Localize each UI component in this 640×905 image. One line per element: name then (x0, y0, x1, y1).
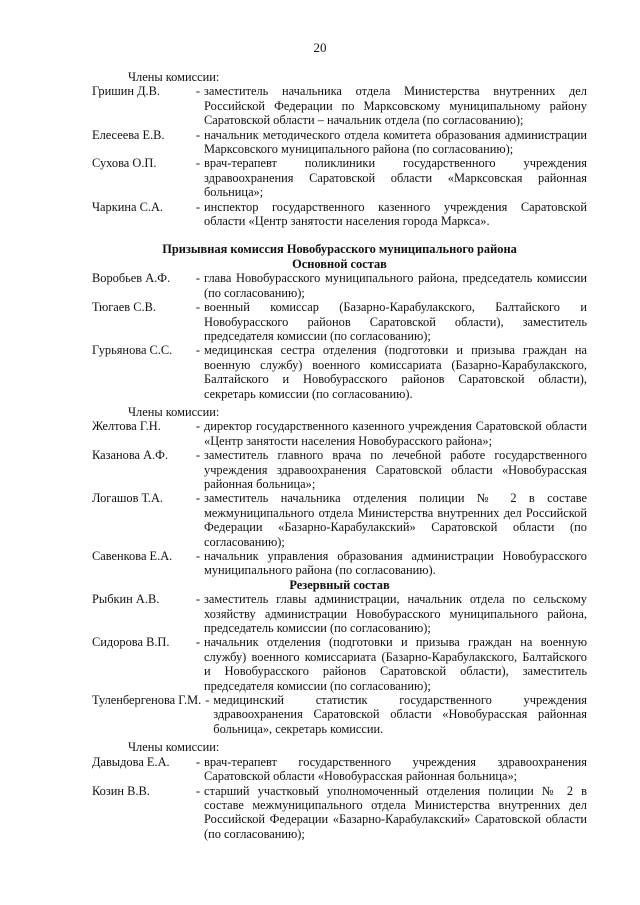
member-position: медицинская сестра отделения (подготовки и призыва граждан на военную службу) военного комиссариата (Базарно-Карабулакского, Балтайского и Новобурасского районов Саратовской области), секретарь комиссии (по согласованию). (204, 343, 587, 401)
entry-dash: - (195, 343, 201, 358)
member-entry (92, 128, 587, 157)
member-entry (92, 200, 587, 229)
entry-dash: - (205, 693, 210, 708)
member-name: Гришин Д.В. (92, 84, 161, 99)
member-position: начальник методического отдела комитета образования администрации Марксовского муниципального района (по согласованию); (204, 127, 587, 157)
document-body (92, 70, 587, 841)
member-position: заместитель главы администрации, начальник отдела по сельскому хозяйству администрации Новобурасского муниципального района, председатель комиссии (по согласованию); (204, 592, 587, 636)
member-name: Савенкова Е.А. (92, 549, 173, 563)
entry-dash: - (195, 199, 201, 214)
section1-entry-list (92, 84, 587, 228)
member-entry (92, 300, 587, 343)
entry-dash: - (195, 592, 201, 607)
member-entry (92, 271, 587, 300)
entry-dash: - (195, 491, 201, 506)
entry-dash: - (195, 127, 201, 142)
member-position: начальник управления образования администрации Новобурасского муниципального района (по согласованию). (204, 549, 587, 578)
entry-dash: - (195, 84, 201, 99)
entry-dash: - (195, 156, 201, 171)
main-composition-title: Основной состав (292, 256, 387, 271)
member-entry-list (92, 419, 587, 577)
entry-dash: - (195, 549, 201, 563)
member-name: Туленбергенова Г.М. (92, 693, 202, 708)
member-name: Желтова Г.Н. (92, 419, 161, 434)
member-entry (92, 784, 587, 842)
entry-dash: - (195, 300, 201, 315)
member-entry (92, 549, 587, 578)
commission-title: Призывная комиссия Новобурасского муниципального района (162, 242, 517, 257)
member-position: старший участковый уполномоченный отделения полиции № 2 в составе межмуниципального отдела Министерства внутренних дел Российской Федерации «Базарно-Карабулакский» Саратовской области (по согласованию); (204, 783, 587, 841)
entry-dash: - (195, 635, 201, 650)
member-name: Козин В.В. (92, 783, 150, 798)
member-entry (92, 693, 587, 736)
entry-dash: - (195, 754, 201, 769)
members-label: Члены комиссии: (128, 740, 220, 755)
member-position: медицинский статистик государственного учреждения здравоохранения Саратовской области «Новобурасская районная больница», секретарь комиссии. (213, 693, 587, 736)
member-name: Елесеева Е.В. (92, 127, 165, 142)
member-position: военный комиссар (Базарно-Карабулакского, Балтайского и Новобурасского районов Саратовской области), заместитель председателя комиссии (по согласованию); (204, 300, 587, 343)
member-name: Казанова А.Ф. (92, 448, 169, 463)
member-name: Тюгаев С.В. (92, 300, 156, 315)
member-position: заместитель начальника отделения полиции № 2 в составе межмуниципального отдела Министерства внутренних дел Российской Федерации «Базарно-Карабулакский» Саратовской области (по согласованию); (204, 491, 587, 549)
member-entry (92, 448, 587, 491)
member-position: начальник отделения (подготовки и призыва граждан на военную службу) военного комиссариата (Базарно-Карабулакского, Балтайского и Новобурасского районов Саратовской области), заместитель председателя комиссии (по согласованию); (204, 635, 587, 693)
member-entry (92, 84, 587, 127)
member-position: врач-терапевт поликлиники государственного учреждения здравоохранения Саратовской области «Марксовская районная больница»; (204, 156, 587, 200)
reserve-entry-list (92, 592, 587, 736)
page-number: 20 (313, 40, 327, 55)
entry-dash: - (195, 783, 201, 798)
entry-dash: - (195, 419, 201, 434)
member-name: Гурьянова С.С. (92, 343, 173, 358)
member-name: Воробьев А.Ф. (92, 271, 171, 286)
member-name: Сидорова В.П. (92, 635, 170, 650)
members-label: Члены комиссии: (128, 70, 220, 84)
member-name: Рыбкин А.В. (92, 592, 160, 607)
reserve-composition-title: Резервный состав (289, 577, 390, 592)
member-entry (92, 592, 587, 635)
member-entry (92, 156, 587, 199)
member-position: директор государственного казенного учреждения Саратовской области «Центр занятости населения Новобурасского района»; (204, 419, 587, 448)
member-name: Логашов Т.А. (92, 491, 164, 506)
member-position: заместитель начальника отдела Министерства внутренних дел Российской Федерации по Марксовскому муниципальному району Саратовской области – начальник отдела (по согласованию); (204, 84, 587, 128)
member-position: инспектор государственного казенного учреждения Саратовской области «Центр занятости населения города Маркса». (204, 199, 587, 229)
member-position: глава Новобурасского муниципального района, председатель комиссии (по согласованию); (204, 271, 587, 300)
member-name: Сухова О.П. (92, 156, 157, 171)
member-entry (92, 635, 587, 693)
member-entry (92, 491, 587, 549)
member-position: врач-терапевт государственного учреждения здравоохранения Саратовской области «Новобурасская районная больница»; (204, 754, 587, 784)
member-position: заместитель главного врача по лечебной работе государственного учреждения здравоохранения Саратовской области «Новобурасская районная больница»; (204, 448, 587, 491)
member-entry (92, 755, 587, 784)
entry-dash: - (195, 271, 201, 286)
main-entry-list (92, 271, 587, 401)
member-name: Давыдова Е.А. (92, 754, 170, 769)
members-label: Члены комиссии: (128, 404, 220, 419)
member-entry (92, 419, 587, 448)
member-name: Чаркина С.А. (92, 199, 164, 214)
entry-dash: - (195, 448, 201, 463)
reserve-member-entry-list (92, 755, 587, 841)
member-entry (92, 343, 587, 401)
